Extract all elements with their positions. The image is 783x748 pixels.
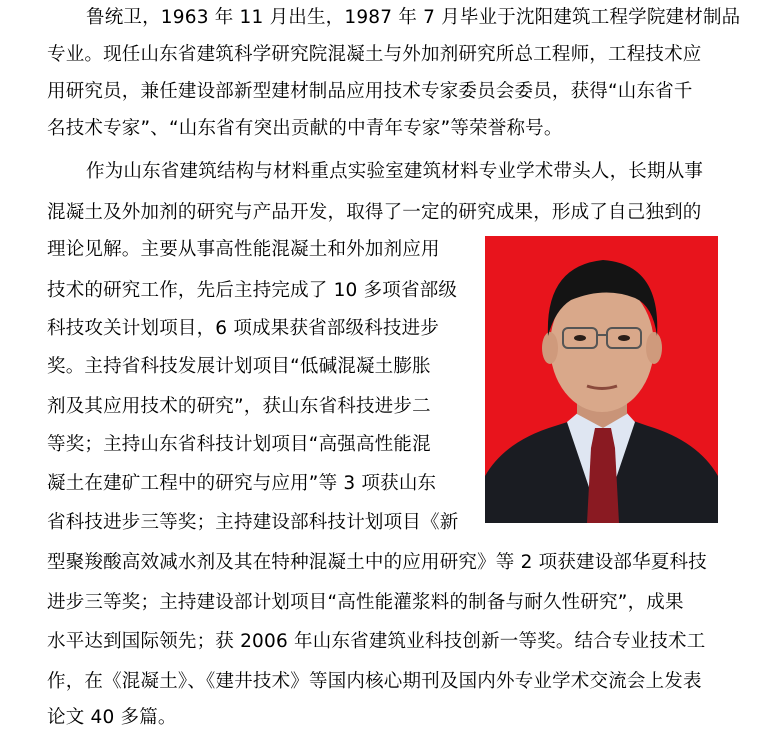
paragraph2-line-8: 等奖；主持山东省科技计划项目“高强高性能混	[47, 434, 431, 455]
paragraph2-line-15: 论文 40 多篇。	[47, 707, 177, 728]
paragraph2-line-11: 型聚羧酸高效减水剂及其在特种混凝土中的应用研究》等 2 项获建设部华夏科技	[47, 552, 707, 573]
portrait-photo	[485, 236, 718, 523]
paragraph2-line-3: 理论见解。主要从事高性能混凝土和外加剂应用	[47, 239, 440, 260]
paragraph1-line-4: 名技术专家”、“山东省有突出贡献的中青年专家”等荣誉称号。	[47, 118, 563, 139]
eye-right	[618, 335, 630, 341]
eye-left	[574, 335, 586, 341]
paragraph1-line-2: 专业。现任山东省建筑科学研究院混凝土与外加剂研究所总工程师，工程技术应	[47, 44, 702, 65]
paragraph2-line-1: 作为山东省建筑结构与材料重点实验室建筑材料专业学术带头人，长期从事	[86, 161, 704, 182]
portrait-illustration	[485, 236, 718, 523]
paragraph2-line-4: 技术的研究工作，先后主持完成了 10 多项省部级	[47, 280, 458, 301]
paragraph2-line-10: 省科技进步三等奖；主持建设部科技计划项目《新	[47, 512, 459, 533]
paragraph2-line-12: 进步三等奖；主持建设部计划项目“高性能灌浆料的制备与耐久性研究”，成果	[47, 592, 684, 613]
paragraph2-line-14: 作，在《混凝土》、《建井技术》等国内核心期刊及国内外专业学术交流会上发表	[47, 671, 702, 692]
paragraph1-line-1: 鲁统卫，1963 年 11 月出生，1987 年 7 月毕业于沈阳建筑工程学院建材制品	[86, 7, 741, 28]
paragraph2-line-13: 水平达到国际领先；获 2006 年山东省建筑业科技创新一等奖。结合专业技术工	[47, 631, 706, 652]
paragraph2-line-5: 科技攻关计划项目，6 项成果获省部级科技进步	[47, 318, 440, 339]
paragraph2-line-9: 凝土在建矿工程中的研究与应用”等 3 项获山东	[47, 473, 437, 494]
paragraph2-line-2: 混凝土及外加剂的研究与产品开发，取得了一定的研究成果，形成了自己独到的	[47, 202, 702, 223]
ear-left	[542, 332, 558, 364]
paragraph2-line-6: 奖。主持省科技发展计划项目“低碱混凝土膨胀	[47, 356, 431, 377]
paragraph1-line-3: 用研究员，兼任建设部新型建材制品应用技术专家委员会委员，获得“山东省千	[47, 81, 693, 102]
paragraph2-line-7: 剂及其应用技术的研究”，获山东省科技进步二	[47, 396, 431, 417]
ear-right	[646, 332, 662, 364]
